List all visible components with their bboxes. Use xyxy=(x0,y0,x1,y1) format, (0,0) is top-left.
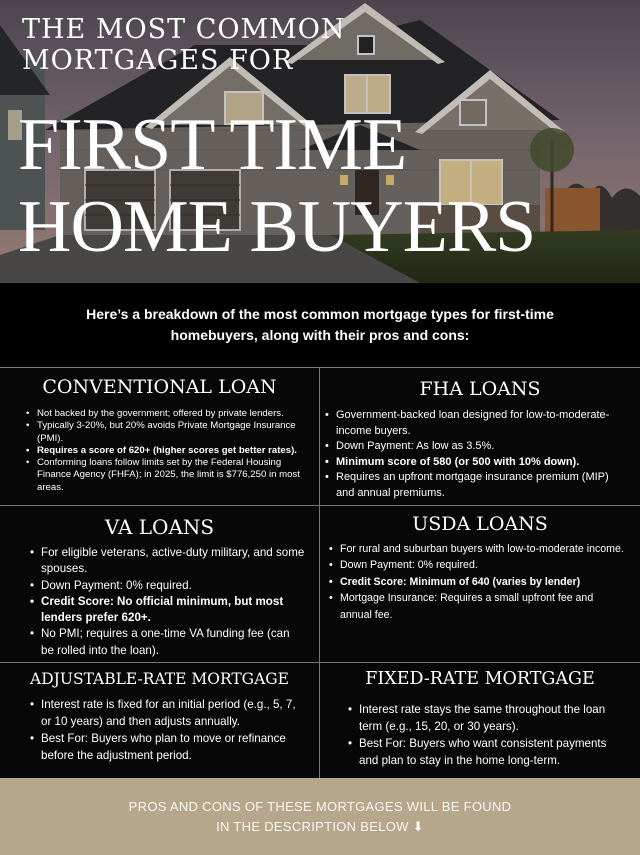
list-item: • Down Payment: 0% required. xyxy=(340,557,626,573)
list-item: • For rural and suburban buyers with low-to-moderate income. xyxy=(340,541,626,557)
list-item: • Government-backed loan designed for low-to-moderate-income buyers. xyxy=(336,408,628,439)
fha-loans-card xyxy=(320,367,640,505)
adjustable-rate-mortgage-title: ADJUSTABLE-RATE MORTGAGE xyxy=(30,670,289,688)
hero-title-line-2: HOME BUYERS xyxy=(18,186,536,268)
list-item: • Conforming loans follow limits set by the Federal Housing Finance Agency (FHFA); in 2025, the limit is $776,250 in most areas. xyxy=(37,457,309,494)
hero-subtitle xyxy=(22,14,402,76)
list-item: • Interest rate is fixed for an initial period (e.g., 5, 7, or 10 years) and then adjusts annually. xyxy=(41,696,305,730)
list-item: • Best For: Buyers who plan to move or refinance before the adjustment period. xyxy=(41,730,305,764)
hero-subtitle-line-1: THE MOST COMMON xyxy=(22,14,346,45)
adjustable-rate-mortgage-list xyxy=(41,696,305,764)
fixed-rate-mortgage-title: FIXED-RATE MORTGAGE xyxy=(365,669,595,689)
fixed-rate-mortgage-card xyxy=(320,662,640,778)
conventional-loan-title: CONVENTIONAL LOAN xyxy=(42,376,277,398)
va-loans-title: VA LOANS xyxy=(104,515,215,539)
list-item: • Down Payment: 0% required. xyxy=(41,578,305,594)
hero-title xyxy=(18,104,536,268)
footer-line-2: IN THE DESCRIPTION BELOW ⬇ xyxy=(216,818,424,834)
list-item: • Minimum score of 580 (or 500 with 10% down). xyxy=(336,455,628,471)
va-loans-list xyxy=(41,545,305,659)
footer-line-1: PROS AND CONS OF THESE MORTGAGES WILL BE FOUND xyxy=(128,798,512,814)
intro-text: Here’s a breakdown of the most common mortgage types for first-time homebuyers, along with their pros and cons: xyxy=(86,306,554,343)
usda-loans-title: USDA LOANS xyxy=(412,513,548,535)
list-item: • Credit Score: No official minimum, but most lenders prefer 620+. xyxy=(41,594,305,627)
adjustable-rate-mortgage-card xyxy=(0,662,320,778)
fha-loans-title: FHA LOANS xyxy=(419,378,541,400)
list-item: • Down Payment: As low as 3.5%. xyxy=(336,439,628,455)
conventional-loan-list xyxy=(37,408,309,494)
mortgage-grid xyxy=(0,367,640,778)
hero-title-line-1: FIRST TIME xyxy=(18,104,407,186)
hero-banner xyxy=(0,0,640,283)
footer-banner xyxy=(0,778,640,855)
list-item: • Interest rate stays the same throughout the loan term (e.g., 15, 20, or 30 years). xyxy=(359,701,626,735)
list-item: • Best For: Buyers who want consistent payments and plan to stay in the home long-term. xyxy=(359,735,626,769)
fixed-rate-mortgage-list xyxy=(359,701,626,769)
list-item: • Typically 3-20%, but 20% avoids Private Mortgage Insurance (PMI). xyxy=(37,420,309,445)
list-item: • Requires an upfront mortgage insurance premium (MIP) and annual premiums. xyxy=(336,470,628,501)
conventional-loan-card xyxy=(0,367,320,505)
usda-loans-card xyxy=(320,505,640,662)
fha-loans-list xyxy=(336,408,628,501)
va-loans-card xyxy=(0,505,320,662)
list-item: • Not backed by the government; offered by private lenders. xyxy=(37,408,309,420)
usda-loans-list xyxy=(340,541,626,623)
list-item: • No PMI; requires a one-time VA funding fee (can be rolled into the loan). xyxy=(41,626,305,659)
list-item: • Requires a score of 620+ (higher scores get better rates). xyxy=(37,445,309,457)
hero-subtitle-line-2: MORTGAGES FOR xyxy=(22,45,294,76)
list-item: • Mortgage Insurance: Requires a small upfront fee and annual fee. xyxy=(340,590,626,623)
list-item: • For eligible veterans, active-duty military, and some spouses. xyxy=(41,545,305,578)
list-item: • Credit Score: Minimum of 640 (varies by lender) xyxy=(340,574,626,590)
intro-section xyxy=(0,283,640,367)
